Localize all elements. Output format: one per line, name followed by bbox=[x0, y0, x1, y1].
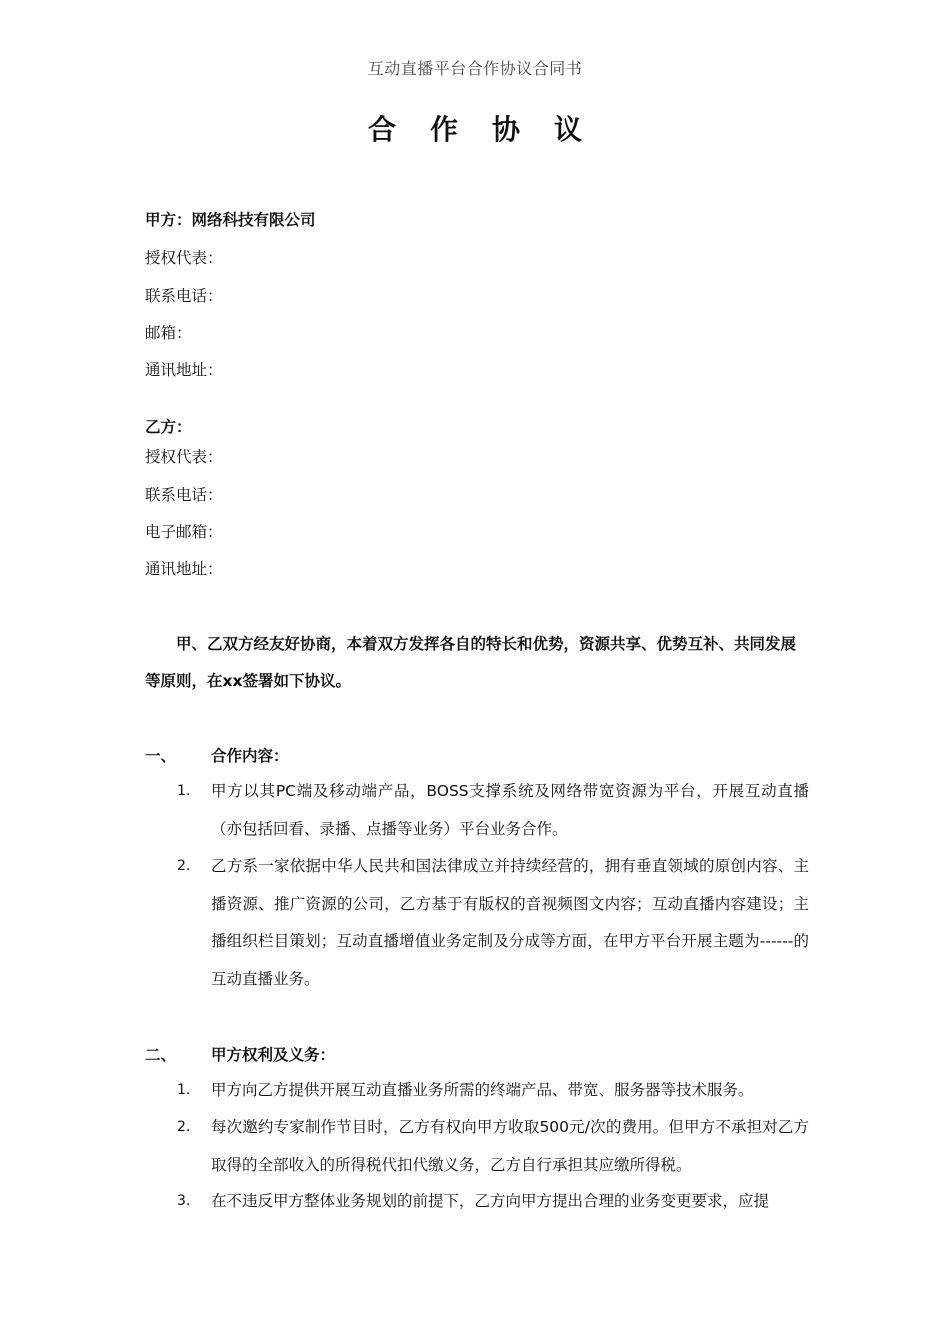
list-item-number: 3. bbox=[177, 1193, 191, 1209]
list-item-text: 每次邀约专家制作节目时，乙方有权向甲方收取500元/次的费用。但甲方不承担对乙方取得的全部收入的所得税代扣代缴义务，乙方自行承担其应缴所得税。 bbox=[211, 1118, 809, 1174]
party-a-email: 邮箱： bbox=[145, 324, 192, 342]
party-b-phone: 联系电话： bbox=[145, 486, 223, 504]
list-item-text: 在不违反甲方整体业务规划的前提下，乙方向甲方提出合理的业务变更要求，应提 bbox=[211, 1192, 770, 1210]
section-number: 一、 bbox=[145, 747, 177, 765]
party-a-address: 通讯地址： bbox=[145, 361, 223, 379]
party-a-phone: 联系电话： bbox=[145, 287, 223, 305]
list-item-text: 甲方以其PC端及移动端产品，BOSS支撑系统及网络带宽资源为平台，开展互动直播（亦包括回看、录播、点播等业务）平台业务合作。 bbox=[211, 782, 809, 838]
list-item-text: 乙方系一家依据中华人民共和国法律成立并持续经营的，拥有垂直领域的原创内容、主播资源、推广资源的公司，乙方基于有版权的音视频图文内容；互动直播内容建设；主播组织栏目策划；互动直播增值业务定制及分成等方面，在甲方平台开展主题为------的互动直播业务。 bbox=[211, 857, 809, 988]
section-number: 二、 bbox=[145, 1046, 177, 1064]
list-item-number: 1. bbox=[177, 1082, 191, 1098]
party-b-name: 乙方： bbox=[145, 418, 192, 436]
party-b-address: 通讯地址： bbox=[145, 560, 223, 578]
page-header: 互动直播平台合作协议合同书 bbox=[367, 59, 583, 78]
section-title: 甲方权利及义务： bbox=[211, 1046, 336, 1064]
party-a-rep: 授权代表： bbox=[145, 249, 223, 267]
party-b-email: 电子邮箱： bbox=[145, 523, 223, 541]
intro-paragraph: 甲、乙双方经友好协商，本着双方发挥各自的特长和优势，资源共享、优势互补、共同发展等原则，在xx签署如下协议。 bbox=[145, 635, 797, 690]
list-item-number: 2. bbox=[177, 1119, 191, 1135]
list-item-number: 1. bbox=[177, 783, 191, 799]
section-title: 合作内容： bbox=[211, 747, 289, 765]
list-item-text: 甲方向乙方提供开展互动直播业务所需的终端产品、带宽、服务器等技术服务。 bbox=[211, 1081, 754, 1099]
list-item-number: 2. bbox=[177, 858, 191, 874]
party-a-name: 甲方：网络科技有限公司 bbox=[145, 211, 316, 229]
document-title: 合作协议 bbox=[367, 113, 616, 146]
party-b-rep: 授权代表： bbox=[145, 448, 223, 466]
